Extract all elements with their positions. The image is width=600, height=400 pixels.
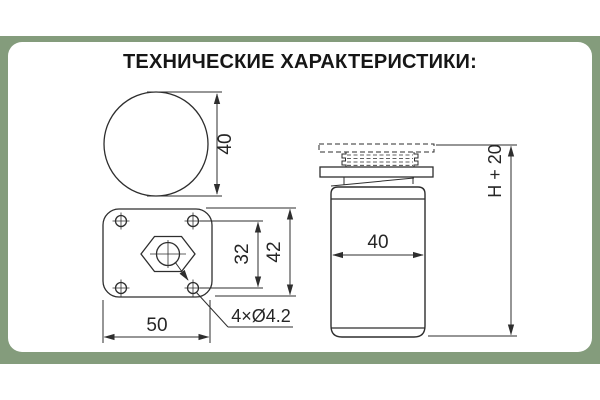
leg-top-outline	[104, 92, 208, 196]
dim-hole-spacing: 32	[232, 243, 253, 265]
plate-hole	[113, 280, 130, 297]
dim-circle-diameter: 40	[215, 133, 236, 155]
dim-plate-width: 50	[146, 315, 168, 336]
dim-holes-callout: 4×Ø4.2	[231, 306, 291, 326]
threaded-stud	[342, 152, 418, 167]
top-view-drawing	[104, 92, 236, 196]
page-title: ТЕХНИЧЕСКИЕ ХАРАКТЕРИСТИКИ:	[123, 51, 477, 73]
leg-height-dimension	[428, 144, 517, 336]
furniture-panel-outline	[319, 144, 434, 152]
plate-hole	[185, 213, 202, 230]
hex-nut	[141, 237, 195, 272]
side-view-drawing	[319, 144, 517, 337]
hole-spacing-dimension	[200, 221, 263, 288]
plate-hole	[113, 213, 130, 230]
plate-hole	[185, 280, 202, 297]
mounting-plate-side	[320, 167, 433, 177]
dim-leg-width: 40	[367, 232, 389, 253]
dim-plate-height: 42	[264, 241, 285, 263]
adjuster-collar	[331, 177, 414, 186]
plate-width-dimension	[103, 300, 210, 343]
leg-body	[331, 187, 425, 337]
dim-leg-height: H + 20	[485, 144, 505, 198]
plate-view-drawing	[103, 208, 296, 343]
leg-width-dimension	[333, 232, 423, 255]
